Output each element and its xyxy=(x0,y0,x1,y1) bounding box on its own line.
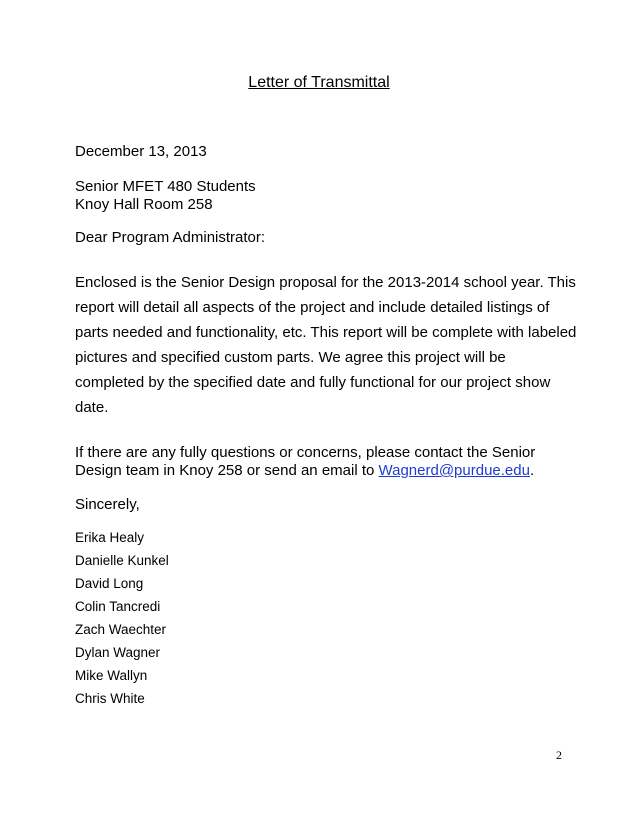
paragraph-2-line-2 xyxy=(75,462,534,480)
signatory-name: Erika Healy xyxy=(75,530,145,545)
paragraph-1-line: report will detail all aspects of the project and include detailed listings of xyxy=(75,299,550,316)
paragraph-1-line: date. xyxy=(75,399,109,416)
salutation: Dear Program Administrator: xyxy=(75,229,266,246)
page-title: Letter of Transmittal xyxy=(248,74,390,91)
email-link[interactable]: Wagnerd@purdue.edu xyxy=(378,462,530,479)
paragraph-1-line: Enclosed is the Senior Design proposal for the 2013-2014 school year. This xyxy=(75,274,576,291)
signatory-name: David Long xyxy=(75,576,144,591)
closing: Sincerely, xyxy=(75,496,140,513)
recipient-line-2: Knoy Hall Room 258 xyxy=(75,196,213,213)
paragraph-1-line: pictures and specified custom parts. We agree this project will be xyxy=(75,349,506,366)
paragraph-2-line-1: If there are any fully questions or concerns, please contact the Senior xyxy=(75,444,536,461)
signatory-name: Dylan Wagner xyxy=(75,645,161,660)
paragraph-2-line-2-prefix: Design team in Knoy 258 or send an email to xyxy=(75,462,379,479)
page-number: 2 xyxy=(556,748,562,762)
signatory-name: Danielle Kunkel xyxy=(75,553,169,568)
paragraph-2-line-2-suffix: . xyxy=(529,462,535,479)
signatory-name: Colin Tancredi xyxy=(75,599,161,614)
signatory-name: Zach Waechter xyxy=(75,622,167,637)
signatory-name: Mike Wallyn xyxy=(75,668,148,683)
recipient-line-1: Senior MFET 480 Students xyxy=(75,178,256,195)
paragraph-1-line: parts needed and functionality, etc. This report will be complete with labeled xyxy=(75,324,577,341)
paragraph-1-line: completed by the specified date and fully functional for our project show xyxy=(75,374,551,391)
letter-date: December 13, 2013 xyxy=(75,143,207,160)
signatory-name: Chris White xyxy=(75,691,145,706)
